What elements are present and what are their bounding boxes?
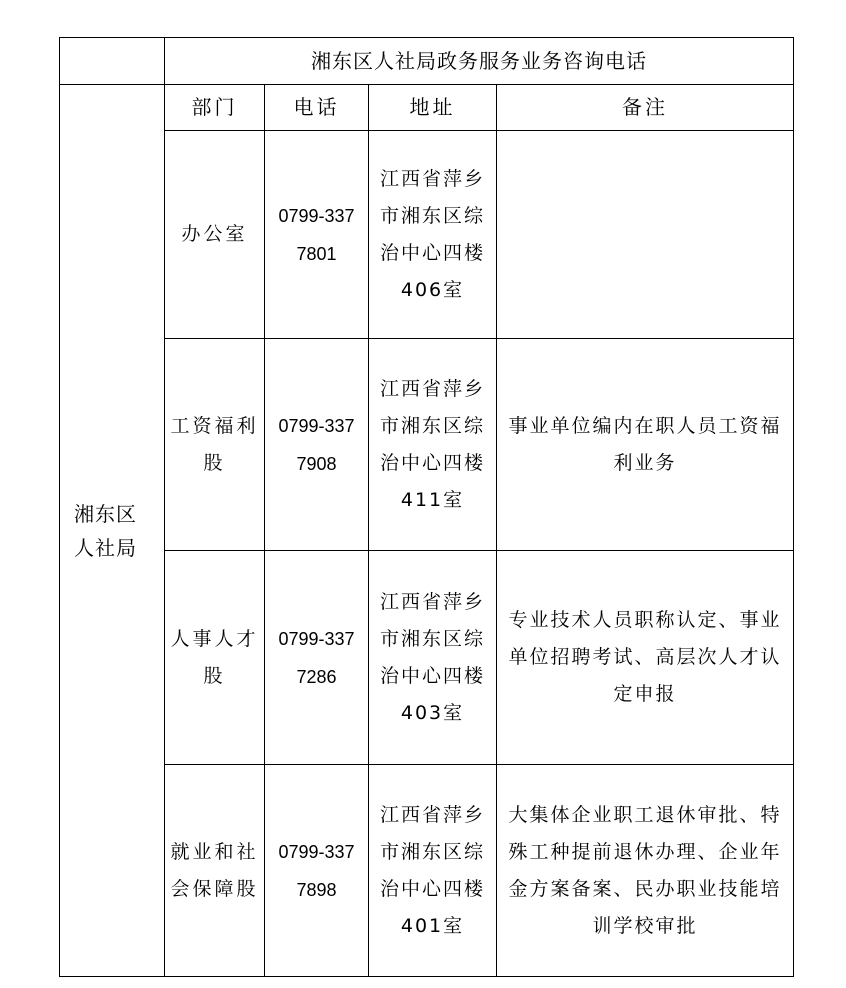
note-cell xyxy=(497,339,794,551)
dept-cell xyxy=(165,765,265,977)
table-row xyxy=(60,765,794,977)
note-text: 专业技术人员职称认定、事业单位招聘考试、高层次人才认定申报 xyxy=(508,609,782,705)
phone-number: 0799-3377801 xyxy=(278,205,355,264)
dept-cell xyxy=(165,339,265,551)
phone-number: 0799-3377908 xyxy=(278,415,355,474)
phone-cell xyxy=(265,339,369,551)
dept-name: 就业和社会保障股 xyxy=(170,840,259,900)
phone-number: 0799-3377286 xyxy=(278,628,355,687)
phone-cell xyxy=(265,765,369,977)
header-dept: 部门 xyxy=(165,85,265,131)
table-row xyxy=(60,131,794,339)
address-cell xyxy=(369,131,497,339)
header-note: 备注 xyxy=(497,85,794,131)
address-cell xyxy=(369,339,497,551)
header-address: 地址 xyxy=(369,85,497,131)
corner-cell xyxy=(60,38,165,85)
note-cell xyxy=(497,765,794,977)
table-title: 湘东区人社局政务服务业务咨询电话 xyxy=(165,38,794,85)
dept-name: 人事人才股 xyxy=(170,627,259,687)
note-text: 大集体企业职工退休审批、特殊工种提前退休办理、企业年金方案备案、民办职业技能培训学校审批 xyxy=(508,803,782,937)
dept-name: 办公室 xyxy=(181,223,248,245)
dept-cell xyxy=(165,131,265,339)
address-cell xyxy=(369,551,497,765)
table-row xyxy=(60,339,794,551)
note-cell xyxy=(497,131,794,339)
address-text: 江西省萍乡市湘东区综治中心四楼411室 xyxy=(379,377,485,511)
header-phone: 电话 xyxy=(265,85,369,131)
table-row xyxy=(60,551,794,765)
org-name: 湘东区人社局 xyxy=(74,501,137,560)
consultation-phone-table xyxy=(59,37,794,977)
org-name-cell xyxy=(60,85,165,977)
address-cell xyxy=(369,765,497,977)
note-text: 事业单位编内在职人员工资福利业务 xyxy=(508,414,782,474)
dept-cell xyxy=(165,551,265,765)
address-text: 江西省萍乡市湘东区综治中心四楼406室 xyxy=(379,167,485,301)
phone-number: 0799-3377898 xyxy=(278,841,355,900)
phone-cell xyxy=(265,551,369,765)
phone-cell xyxy=(265,131,369,339)
address-text: 江西省萍乡市湘东区综治中心四楼403室 xyxy=(379,590,485,724)
address-text: 江西省萍乡市湘东区综治中心四楼401室 xyxy=(379,803,485,937)
dept-name: 工资福利股 xyxy=(170,414,259,474)
note-cell xyxy=(497,551,794,765)
